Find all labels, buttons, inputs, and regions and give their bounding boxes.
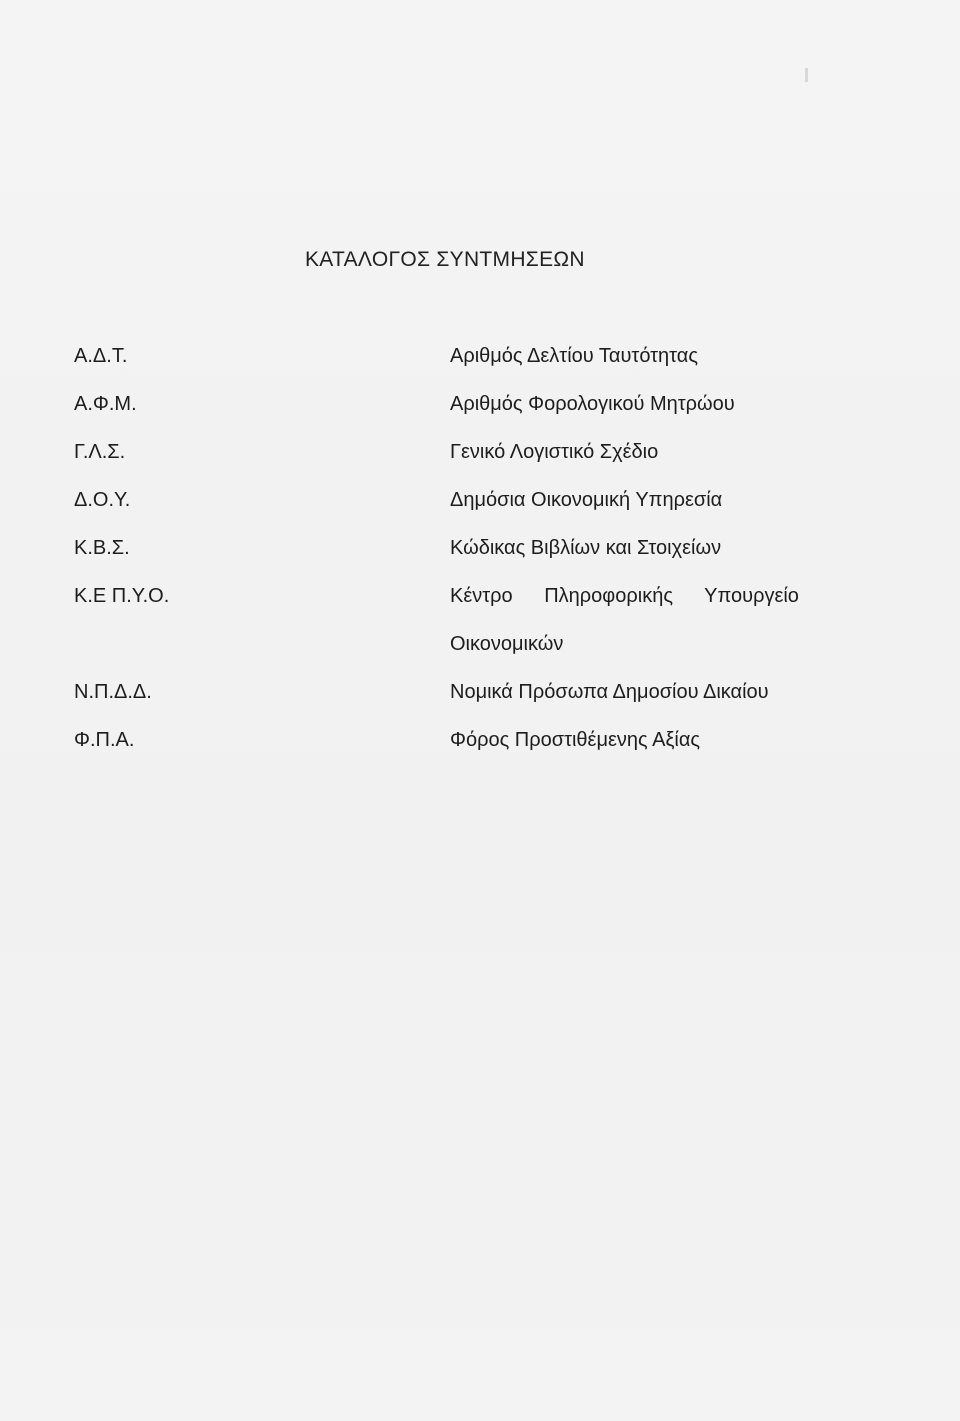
page-title: ΚΑΤΑΛΟΓΟΣ ΣΥΝΤΜΗΣΕΩΝ — [305, 248, 585, 271]
abbreviation: Κ.Β.Σ. — [74, 537, 130, 559]
list-item — [74, 488, 894, 512]
list-item — [74, 392, 894, 416]
abbreviation: Φ.Π.Α. — [74, 729, 135, 751]
list-item — [74, 344, 894, 368]
definition-line-2: Οικονομικών — [450, 633, 564, 655]
definition: Κώδικας Βιβλίων και Στοιχείων — [450, 537, 722, 559]
abbreviation: Α.Δ.Τ. — [74, 345, 128, 367]
list-item — [74, 584, 894, 656]
list-item — [74, 680, 894, 704]
definition-line-1: Κέντρο Πληροφορικής Υπουργείο — [450, 585, 799, 607]
list-item — [74, 536, 894, 560]
definition: Νομικά Πρόσωπα Δημοσίου Δικαίου — [450, 681, 769, 703]
list-item — [74, 440, 894, 464]
definition: Δημόσια Οικονομική Υπηρεσία — [450, 489, 723, 511]
definition — [450, 584, 894, 656]
abbreviation: Κ.Ε Π.Υ.Ο. — [74, 585, 170, 607]
abbreviation: Γ.Λ.Σ. — [74, 441, 126, 463]
abbreviation: Ν.Π.Δ.Δ. — [74, 681, 152, 703]
abbreviation: Δ.Ο.Υ. — [74, 489, 131, 511]
definition: Φόρος Προστιθέμενης Αξίας — [450, 729, 701, 751]
list-item — [74, 728, 894, 752]
definition: Γενικό Λογιστικό Σχέδιο — [450, 441, 659, 463]
scan-mark — [805, 68, 808, 82]
definition: Αριθμός Φορολογικού Μητρώου — [450, 393, 735, 415]
definition: Αριθμός Δελτίου Ταυτότητας — [450, 345, 698, 367]
abbreviation: Α.Φ.Μ. — [74, 393, 137, 415]
abbreviation-list — [74, 344, 894, 776]
